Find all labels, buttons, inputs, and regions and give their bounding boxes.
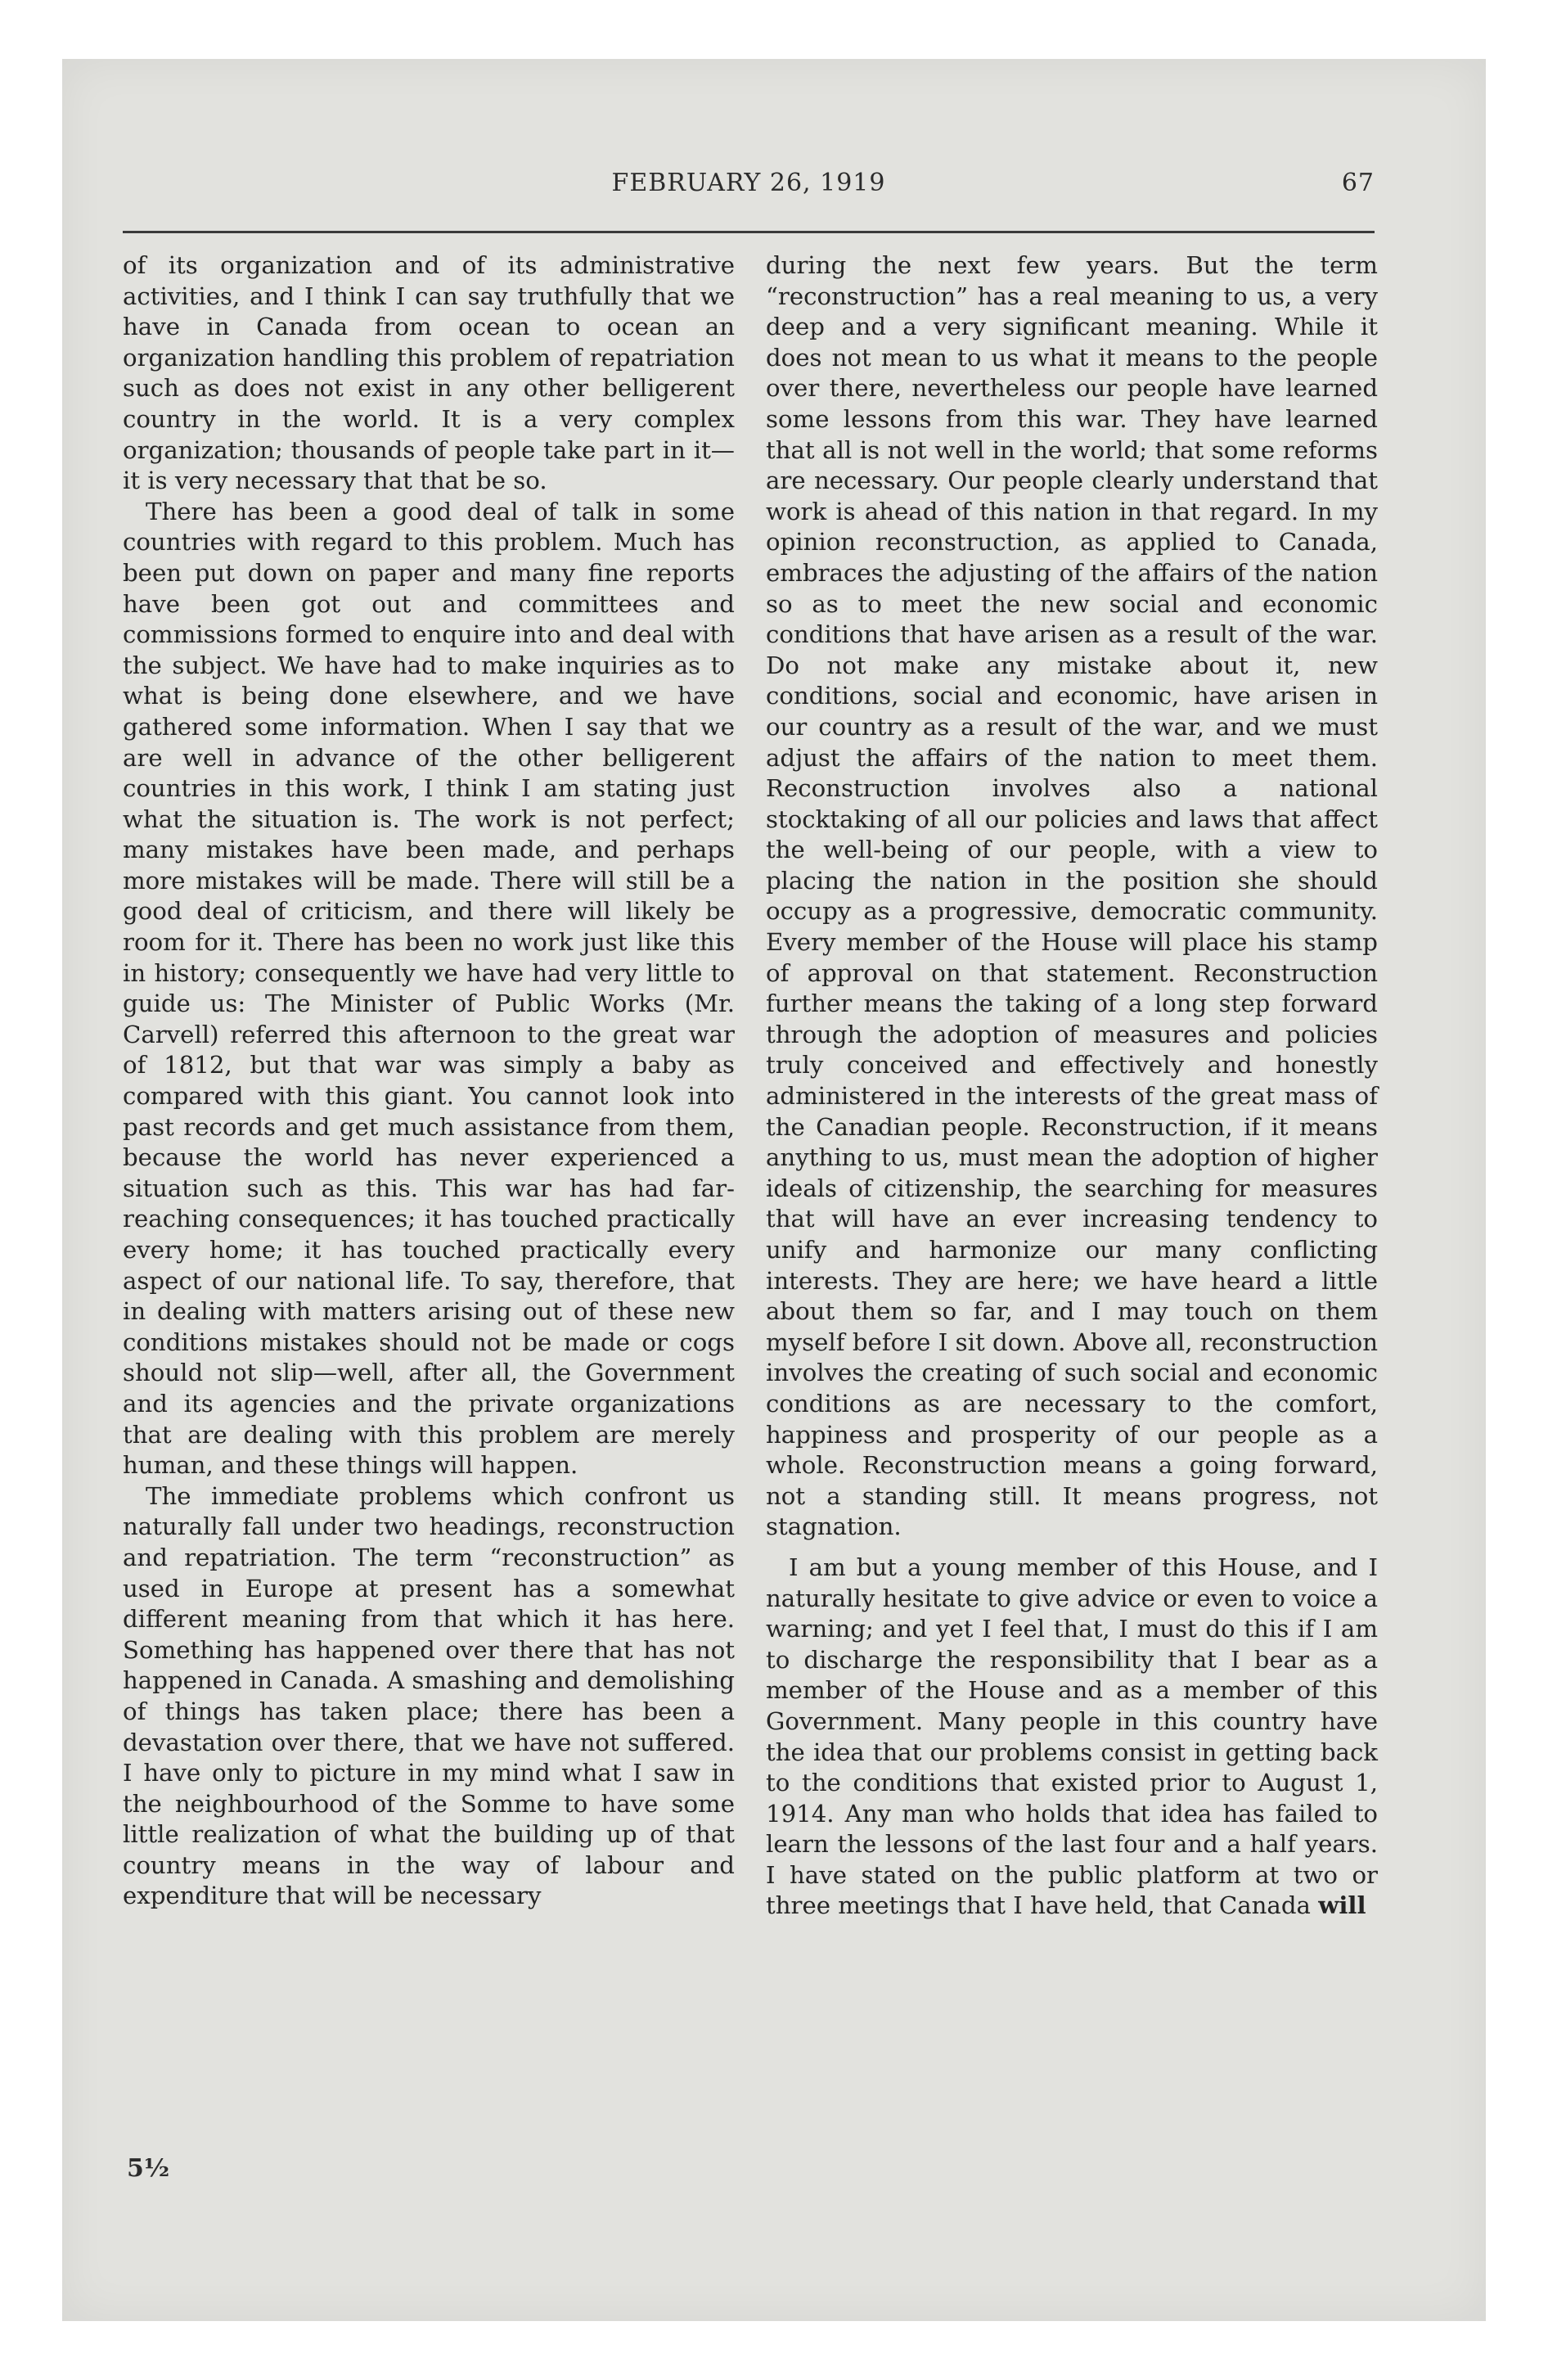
page-header	[123, 169, 1375, 210]
page-number: 67	[1341, 169, 1375, 197]
right-paragraph-2	[766, 1553, 1378, 1922]
signature-mark: 5½	[127, 2154, 170, 2183]
left-paragraph-1: of its organization and of its administrative activities, and I think I can say truthfully that we have in Canada from ocean to ocean an organization handling this problem of repatriation such as does not exist in any other belligerent country in the world. It is a very complex organization; thousands of people take part in it— it is very necessary that that be so.	[123, 251, 735, 495]
right-paragraph-2-text: I am but a young member of this House, and I naturally hesitate to give advice or even to voice a warning; and yet I feel that, I must do this if I am to discharge the responsibility that I bear as a member of the House and as a member of this Government. Many people in this country have the idea that our problems consist in getting back to the conditions that existed prior to August 1, 1914. Any man who holds that idea has failed to learn the lessons of the last four and a half years. I have stated on the public platform at two or three meetings that I have held, that Canada	[766, 1553, 1378, 1920]
header-date: FEBRUARY 26, 1919	[611, 169, 886, 197]
left-column	[123, 250, 735, 1912]
right-paragraph-1: during the next few years. But the term “reconstruction” has a real meaning to us, a very deep and a very significant meaning. While it does not mean to us what it means to the people over there, nevertheless our people have learned some lessons from this war. They have learned that all is not well in the world; that some reforms are necessary. Our people clearly understand that work is ahead of this nation in that regard. In my opinion reconstruction, as applied to Canada, embraces the adjusting of the affairs of the nation so as to meet the new social and economic conditions that have arisen as a result of the war. Do not make any mistake about it, new conditions, social and economic, have arisen in our country as a result of the war, and we must adjust the affairs of the nation to meet them. Reconstruction involves also a national stocktaking of all our policies and laws that affect the well-being of our people, with a view to placing the nation in the position she should occupy as a progressive, democratic community. Every member of the House will place his stamp of approval on that statement. Reconstruction further means the taking of a long step forward through the adoption of measures and policies truly conceived and effectively and honestly administered in the interests of the great mass of the Canadian people. Reconstruction, if it means anything to us, must mean the adoption of higher ideals of citizenship, the searching for measures that will have an ever increasing tendency to unify and harmonize our many conflicting interests. They are here; we have heard a little about them so far, and I may touch on them myself before I sit down. Above all, reconstruction involves the creating of such social and economic conditions as are necessary to the comfort, happiness and prosperity of our people as a whole. Reconstruction means a going forward, not a standing still. It means progress, not stagnation.	[766, 251, 1378, 1541]
header-rule	[123, 231, 1375, 233]
left-paragraph-3: The immediate problems which confront us naturally fall under two headings, reconstruction and repatriation. The term “reconstruction” as used in Europe at present has a somewhat different meaning from that which it has here. Something has happened over there that has not happened in Canada. A smashing and demolishing of things has taken place; there has been a devastation over there, that we have not suffered. I have only to picture in my mind what I saw in the neighbourhood of the Somme to have some little realization of what the building up of that country means in the way of labour and expenditure that will be necessary	[123, 1481, 735, 1910]
right-column	[766, 250, 1378, 1922]
final-word: will	[1318, 1891, 1366, 1920]
left-paragraph-2: There has been a good deal of talk in some countries with regard to this problem. Much has been put down on paper and many fine reports have been got out and committees and commissions formed to enquire into and deal with the subject. We have had to make inquiries as to what is being done elsewhere, and we have gathered some information. When I say that we are well in advance of the other belligerent countries in this work, I think I am stating just what the situation is. The work is not perfect; many mistakes have been made, and perhaps more mistakes will be made. There will still be a good deal of criticism, and there will likely be room for it. There has been no work just like this in history; consequently we have had very little to guide us: The Minister of Public Works (Mr. Carvell) referred this afternoon to the great war of 1812, but that war was simply a baby as compared with this giant. You cannot look into past records and get much assistance from them, because the world has never experienced a situation such as this. This war has had far-reaching consequences; it has touched practically every home; it has touched practically every aspect of our national life. To say, therefore, that in dealing with matters arising out of these new conditions mistakes should not be made or cogs should not slip—well, after all, the Government and its agencies and the private organizations that are dealing with this problem are merely human, and these things will happen.	[123, 497, 735, 1480]
